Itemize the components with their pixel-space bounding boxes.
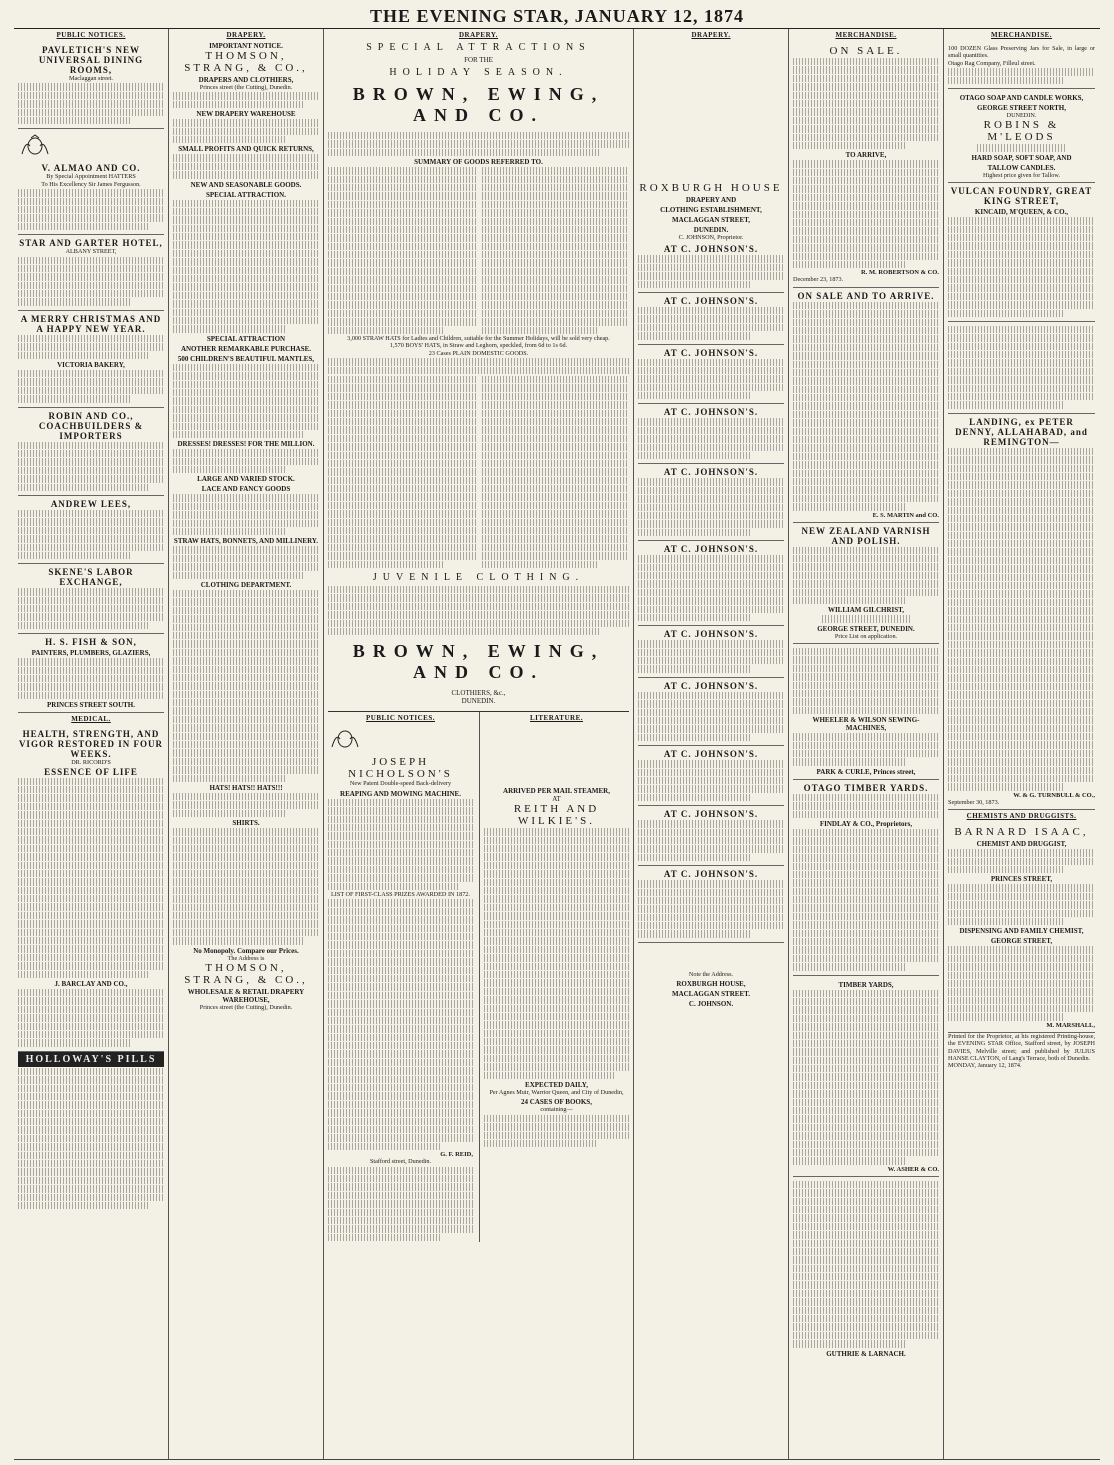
ad-text: 100 DOZEN Glass Preserving Jars for Sale, in large or small quantities. [948, 45, 1095, 60]
ad-subtitle: HARD SOAP, SOFT SOAP, AND [971, 153, 1072, 162]
ad-title: AT C. JOHNSON'S. [663, 347, 759, 358]
masthead: THE EVENING STAR, JANUARY 12, 1874 [14, 6, 1100, 29]
ad-city: DUNEDIN. [1006, 112, 1037, 119]
prize-list-heading: LIST OF FIRST-CLASS PRIZES AWARDED IN 1872. [331, 891, 470, 899]
heading: STRAW HATS, BONNETS, AND MILLINERY. [173, 537, 319, 546]
heading: No Monopoly. Compare our Prices. [193, 946, 299, 955]
heading: CLOTHING DEPARTMENT. [200, 580, 292, 589]
firm-name: BROWN, EWING, AND CO. [352, 84, 605, 125]
firm-address: DUNEDIN. [461, 697, 496, 706]
ad-subtitle: TIMBER YARDS, [838, 980, 894, 989]
ad-title: AT C. JOHNSON'S. [663, 295, 759, 306]
ad-address: GEORGE STREET NORTH, [977, 104, 1066, 112]
ad-title: HEALTH, STRENGTH, AND VIGOR RESTORED IN FOUR WEEKS. [18, 729, 164, 760]
ad-subtitle: CLOTHING ESTABLISHMENT, [660, 206, 762, 214]
signature-date: September 30, 1873. [948, 798, 1000, 806]
ad-subtitle: WHEELER & WILSON SEWING-MACHINES, [812, 716, 920, 733]
signature: W. ASHER & CO. [887, 1165, 939, 1173]
ad-title: SKENE'S LABOR EXCHANGE, [48, 567, 134, 588]
firm-subtitle: WHOLESALE & RETAIL DRAPERY WAREHOUSE, [187, 988, 305, 1005]
juvenile-heading: JUVENILE CLOTHING. [372, 571, 585, 583]
heading: NEW DRAPERY WAREHOUSE [196, 110, 296, 119]
ad-title: ROBIN AND CO., COACHBUILDERS & IMPORTERS [38, 410, 144, 441]
ad-title: AT C. JOHNSON'S. [663, 809, 759, 820]
ad-text: To His Excellency Sir James Fergusson. [41, 180, 141, 188]
ad-subtitle: ALBANY STREET, [65, 248, 117, 256]
holloway-pills-banner: HOLLOWAY'S PILLS [18, 1052, 164, 1067]
ad-address: GEORGE STREET, DUNEDIN. [817, 624, 915, 633]
column-heading: MERCHANDISE. [990, 31, 1053, 39]
ad-andrew-lees [18, 496, 164, 564]
ad-title: V. ALMAO AND CO. [41, 163, 141, 174]
signature: R. M. ROBERTSON & CO. [861, 269, 939, 277]
column-heading: PUBLIC NOTICES. [366, 714, 435, 723]
ad-title: ROXBURGH HOUSE [639, 182, 783, 194]
column-heading: DRAPERY. [691, 31, 731, 39]
ad-agent: J. BARCLAY AND CO., [54, 979, 128, 988]
domestic-goods-line: 23 Cases PLAIN DOMESTIC GOODS. [428, 349, 529, 357]
ad-ricord [18, 726, 164, 1052]
proprietor: C. JOHNSON, Proprietor. [678, 234, 744, 241]
signature: E. S. MARTIN and CO. [872, 511, 939, 519]
section-heading-chemists: CHEMISTS AND DRUGGISTS. [966, 812, 1077, 821]
ad-subtitle: REAPING AND MOWING MACHINE. [340, 789, 461, 798]
signature: GUTHRIE & LARNACH. [826, 1349, 906, 1358]
ad-title: AT C. JOHNSON'S. [663, 544, 759, 555]
column-heading: DRAPERY. [458, 31, 499, 39]
ad-subtitle: DISPENSING AND FAMILY CHEMIST, [959, 927, 1084, 936]
ad-subtitle: VICTORIA BAKERY, [57, 361, 125, 370]
heading: DRESSES! DRESSES! FOR THE MILLION. [177, 440, 315, 449]
ad-subtitle: WILLIAM GILCHRIST, [827, 606, 905, 615]
section-heading-medical: MEDICAL. [71, 715, 111, 724]
ad-pavletich [18, 42, 164, 129]
ad-subtitle: FINDLAY & CO., Proprietors, [819, 819, 913, 828]
heading: SMALL PROFITS AND QUICK RETURNS, [178, 145, 314, 154]
ad-subtitle: By Special Appointment HATTERS [46, 173, 136, 181]
ad-subtitle: MACLAGGAN STREET, [671, 216, 751, 224]
ad-subtitle: New Patent Double-speed Back-delivery [349, 780, 452, 788]
signature: G. F. REID, [440, 1151, 473, 1159]
signature: W. & G. TURNBULL & CO., [1013, 791, 1095, 799]
ad-title: STAR AND GARTER HOTEL, [19, 238, 163, 249]
ad-title: NEW ZEALAND VARNISH AND POLISH. [801, 525, 931, 546]
notice-title: IMPORTANT NOTICE. [209, 42, 283, 50]
ad-title: A MERRY CHRISTMAS AND A HAPPY NEW YEAR. [20, 313, 162, 334]
firm-name: THOMSON, STRANG, & CO., [184, 50, 308, 74]
signature-date: December 23, 1873. [793, 276, 844, 284]
signature-address: Stafford street, Dunedin. [369, 1158, 432, 1166]
ad-title: OTAGO SOAP AND CANDLE WORKS, [959, 94, 1084, 102]
firm-name: REITH AND WILKIE'S. [513, 803, 600, 828]
ad-title: ESSENCE OF LIFE [44, 766, 138, 777]
ad-title: AT C. JOHNSON'S. [663, 407, 759, 418]
column-heading: PUBLIC NOTICES. [56, 31, 126, 39]
royal-crest-icon [328, 727, 362, 749]
ad-subtitle: DR. RICORD'S [71, 759, 111, 767]
column-merchandise [789, 29, 944, 1459]
ad-title: VULCAN FOUNDRY, GREAT KING STREET, [950, 186, 1093, 207]
firm-name: THOMSON, STRANG, & CO., [184, 962, 308, 987]
ad-address: PRINCES STREET, [990, 875, 1053, 884]
ad-subtitle: DRAPERY AND [685, 196, 737, 204]
ad-title: ANDREW LEES, [50, 498, 132, 509]
ad-title: AT C. JOHNSON'S. [663, 680, 759, 691]
heading: SPECIAL ATTRACTION [206, 334, 286, 343]
column-drapery-roxburgh [634, 29, 789, 1459]
ad-star-garter [18, 235, 164, 311]
public-notices-nicholson [328, 712, 473, 1242]
literature-reith-wilkie [479, 712, 629, 1242]
ad-title: HOLIDAY SEASON. [389, 67, 568, 78]
cases-heading: 24 CASES OF BOOKS, [521, 1098, 592, 1107]
ad-title: AT C. JOHNSON'S. [663, 629, 759, 640]
ad-subtitle: CHEMIST AND DRUGGIST, [976, 840, 1067, 849]
ad-subtitle: PARK & CURLE, Princes street, [816, 767, 916, 776]
ad-address: PRINCES STREET SOUTH. [47, 701, 135, 710]
ad-almao [18, 129, 164, 235]
heading: SHIRTS. [232, 819, 260, 828]
ad-address: GEORGE STREET, [990, 937, 1053, 946]
ad-christmas [18, 311, 164, 408]
heading: LACE AND FANCY GOODS [201, 485, 291, 494]
firm-name: BARNARD ISAAC, [954, 826, 1089, 839]
ad-title: LANDING, ex PETER DENNY, ALLAHABAD, and REMINGTON— [955, 416, 1088, 447]
firm-name: ROBINS & M'LEODS [983, 119, 1060, 144]
ad-title: ARRIVED PER MAIL STEAMER, [503, 787, 610, 796]
heading: LARGE AND VARIED STOCK. [197, 475, 295, 484]
ad-subtitle: KINCAID, M'QUEEN, & CO., [974, 208, 1069, 217]
ad-subtitle: AT [552, 795, 561, 804]
ad-subtitle: PAINTERS, PLUMBERS, GLAZIERS, [31, 649, 151, 658]
ad-title: H. S. FISH & SON, [45, 637, 137, 648]
ad-subtitle: FOR THE [464, 56, 493, 64]
ad-fish-son [18, 634, 164, 713]
summary-heading: SUMMARY OF GOODS REFERRED TO. [414, 158, 543, 167]
ad-title: ON SALE. [829, 45, 903, 57]
expected-ships: Per Agnes Muir, Warrior Queen, and City of Dunedin, [489, 1089, 624, 1097]
ad-title: AT C. JOHNSON'S. [663, 467, 759, 478]
containing: containing— [540, 1106, 573, 1114]
ad-title: PAVLETICH'S NEW UNIVERSAL DINING ROOMS, [38, 45, 144, 75]
ad-subtitle: DUNEDIN. [693, 226, 729, 234]
heading: ANOTHER REMARKABLE PURCHASE. [180, 344, 312, 353]
royal-crest-icon [18, 134, 52, 156]
column-public-notices [14, 29, 169, 1459]
address-line: MACLAGGAN STREET. [671, 990, 751, 999]
printer-imprint: Printed for the Proprietor, at his registered Printing-house, the EVENING STAR Office, Stafford street, by JOSEPH DAVIES, Melville street; and published by JULIUS HANSE CLAYTON, of Lang's Terrace, both of Dunedin. [948, 1032, 1095, 1063]
columns [14, 29, 1100, 1460]
heading: 500 CHILDREN'S BEAUTIFUL MANTLES, [177, 354, 315, 363]
heading: SPECIAL ATTRACTION. [205, 190, 286, 199]
heading: NEW AND SEASONABLE GOODS. [190, 180, 302, 189]
column-heading: LITERATURE. [529, 714, 584, 723]
ad-subtitle: TO ARRIVE, [845, 151, 887, 160]
column-merchandise-2 [944, 29, 1099, 1459]
heading: HATS! HATS!! HATS!!! [209, 783, 283, 792]
address-label: The Address is [227, 954, 265, 962]
signature: M. MARSHALL, [1046, 1021, 1095, 1029]
column-drapery-brown-ewing [324, 29, 634, 1459]
ad-robin [18, 408, 164, 496]
firm-name: BROWN, EWING, AND CO. [352, 641, 605, 683]
firm-subtitle: CLOTHIERS, &c., [451, 689, 506, 698]
ad-text: Highest price given for Tallow. [983, 171, 1060, 179]
ad-title: AT C. JOHNSON'S. [663, 244, 759, 255]
ad-title: ON SALE AND TO ARRIVE. [797, 290, 935, 301]
expected-heading: EXPECTED DAILY, [525, 1081, 588, 1090]
column-drapery-thomson [169, 29, 324, 1459]
ad-skene [18, 564, 164, 634]
note-address: Note the Address. [688, 970, 734, 978]
column-heading: DRAPERY. [226, 31, 266, 39]
ad-signature: Otago Rag Company, Filleul street. [948, 59, 1036, 67]
column-heading: MERCHANDISE. [835, 31, 897, 39]
firm-subtitle: DRAPERS AND CLOTHIERS, [198, 76, 294, 84]
straw-hats-line: 3,000 STRAW HATS for Ladies and Children, suitable for the Summer Holidays, will be sold very cheap. [347, 334, 610, 342]
imprint-date: MONDAY, January 12, 1874. [948, 1062, 1022, 1070]
ad-subtitle: TALLOW CANDLES. [987, 163, 1056, 172]
firm-address: Princes street (the Cutting), Dunedin. [199, 84, 293, 91]
address-line: C. JOHNSON. [688, 1000, 734, 1009]
boys-hats-line: 1,570 BOYS' HATS, in Straw and Leghorn, speckled, from 6d to 1s 6d. [389, 342, 568, 350]
ad-title: OTAGO TIMBER YARDS. [803, 782, 929, 793]
price-list: Price List on application. [834, 632, 898, 640]
address-line: ROXBURGH HOUSE, [676, 980, 746, 989]
firm-address: Princes street (the Cutting), Dunedin. [199, 1004, 293, 1012]
ad-title: JOSEPH NICHOLSON'S [348, 756, 453, 781]
ad-title: AT C. JOHNSON'S. [663, 869, 759, 880]
ad-title: AT C. JOHNSON'S. [663, 749, 759, 760]
ad-subtitle: Maclaggan street. [69, 75, 113, 82]
ad-title: SPECIAL ATTRACTIONS [366, 42, 591, 53]
